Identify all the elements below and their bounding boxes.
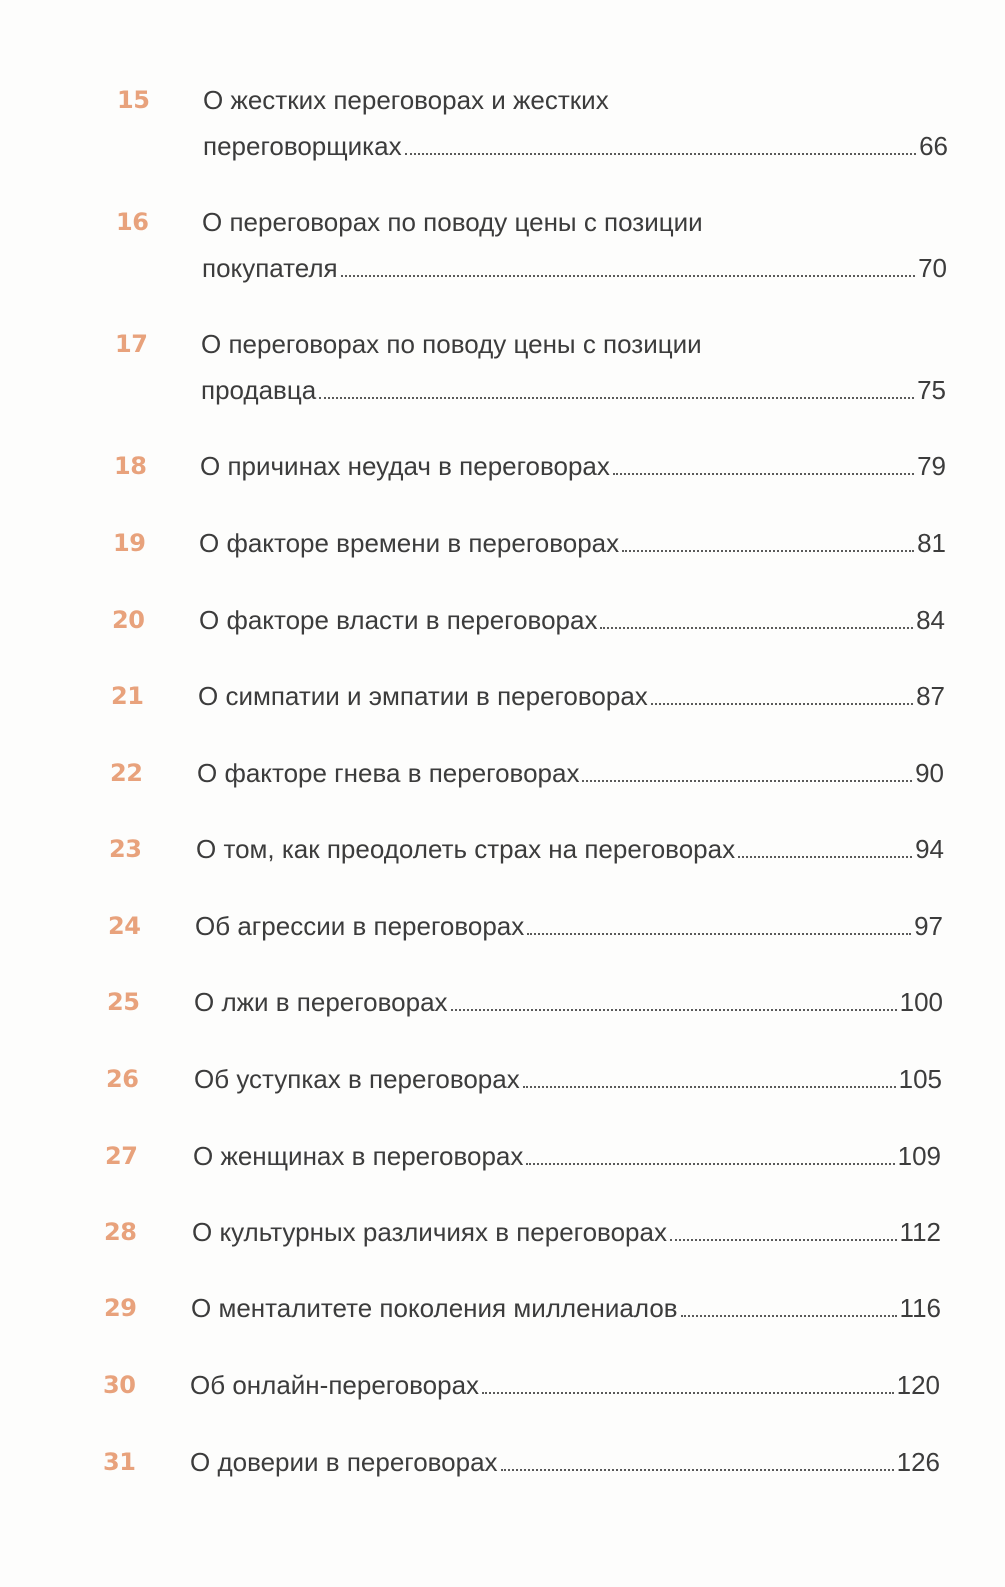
- chapter-title-line-1: [201, 328, 946, 360]
- dot-leader: [482, 1391, 894, 1394]
- chapter-number: 26: [106, 1065, 139, 1093]
- chapter-title: О переговорах по поводу цены с позиции: [201, 329, 702, 359]
- chapter-title: Об онлайн-переговорах: [190, 1370, 480, 1400]
- chapter-title: О жестких переговорах и жестких: [203, 85, 609, 115]
- page-number: 105: [898, 1064, 942, 1094]
- chapter-title: О переговорах по поводу цены с позиции: [202, 207, 703, 237]
- dot-leader: [341, 274, 915, 277]
- chapter-title-line-1: [203, 84, 948, 116]
- chapter-title-line: [192, 1216, 941, 1248]
- page-number: 81: [917, 528, 946, 558]
- page-number: 75: [917, 375, 946, 405]
- chapter-title-continued: покупателя: [202, 253, 338, 283]
- dot-leader: [582, 779, 912, 782]
- page-number: 66: [919, 131, 948, 161]
- chapter-title-continued: продавца: [201, 375, 317, 405]
- chapter-title-line: [191, 1292, 941, 1324]
- page-number: 97: [914, 911, 943, 941]
- chapter-number: 23: [109, 835, 142, 863]
- chapter-number: 31: [103, 1448, 136, 1476]
- chapter-title: Об уступках в переговорах: [194, 1064, 520, 1094]
- chapter-title-line: [194, 1063, 942, 1095]
- chapter-number: 20: [112, 606, 145, 634]
- page-number: 79: [917, 451, 946, 481]
- page-number: 100: [899, 987, 943, 1017]
- dot-leader: [527, 932, 911, 935]
- page-number: 116: [899, 1293, 941, 1323]
- chapter-title-line-2: [201, 374, 946, 406]
- chapter-title-line-1: [202, 206, 947, 238]
- chapter-title: О женщинах в переговорах: [193, 1141, 524, 1171]
- chapter-title-line: [198, 680, 945, 712]
- chapter-number: 30: [103, 1371, 136, 1399]
- chapter-title-line: [193, 1140, 941, 1172]
- dot-leader: [523, 1085, 896, 1088]
- dot-leader: [670, 1238, 897, 1241]
- chapter-title: О причинах неудач в переговорах: [200, 451, 610, 481]
- chapter-number: 19: [113, 529, 146, 557]
- chapter-title: О культурных различиях в переговорах: [192, 1217, 667, 1247]
- chapter-title: О том, как преодолеть страх на переговорах: [196, 834, 736, 864]
- chapter-number: 16: [116, 208, 149, 236]
- chapter-number: 15: [117, 86, 150, 114]
- dot-leader: [501, 1468, 894, 1471]
- chapter-number: 27: [105, 1142, 138, 1170]
- chapter-title-line: [199, 604, 945, 636]
- dot-leader: [526, 1162, 894, 1165]
- chapter-title: О менталитете поколения миллениалов: [191, 1293, 678, 1323]
- page-number: 94: [915, 834, 944, 864]
- chapter-title: О факторе власти в переговорах: [199, 605, 598, 635]
- chapter-title-continued: переговорщиках: [203, 131, 402, 161]
- page-number: 84: [916, 605, 945, 635]
- chapter-title-line: [190, 1446, 940, 1478]
- page-number: 90: [915, 758, 944, 788]
- chapter-title-line: [196, 833, 944, 865]
- chapter-title: О симпатии и эмпатии в переговорах: [198, 681, 648, 711]
- dot-leader: [738, 855, 912, 858]
- chapter-title: Об агрессии в переговорах: [195, 911, 525, 941]
- dot-leader: [681, 1314, 897, 1317]
- chapter-title-line: [195, 910, 943, 942]
- chapter-number: 29: [104, 1294, 137, 1322]
- chapter-title-line: [197, 757, 944, 789]
- dot-leader: [451, 1008, 897, 1011]
- dot-leader: [319, 396, 914, 399]
- chapter-number: 18: [114, 452, 147, 480]
- chapter-title: О лжи в переговорах: [194, 987, 448, 1017]
- chapter-title-line-2: [203, 130, 948, 162]
- chapter-title-line: [200, 450, 946, 482]
- chapter-title-line-2: [202, 252, 947, 284]
- dot-leader: [613, 472, 914, 475]
- chapter-title: О факторе времени в переговорах: [199, 528, 620, 558]
- chapter-title: О доверии в переговорах: [190, 1447, 498, 1477]
- page-number: 120: [896, 1370, 940, 1400]
- page-number: 126: [896, 1447, 940, 1477]
- chapter-title-line: [194, 986, 943, 1018]
- chapter-number: 17: [115, 330, 148, 358]
- chapter-number: 24: [108, 912, 141, 940]
- chapter-number: 21: [111, 682, 144, 710]
- dot-leader: [651, 702, 913, 705]
- dot-leader: [622, 549, 914, 552]
- dot-leader: [405, 152, 916, 155]
- page-number: 109: [897, 1141, 941, 1171]
- page-number: 70: [918, 253, 947, 283]
- chapter-title-line: [199, 527, 946, 559]
- page-number: 87: [916, 681, 945, 711]
- dot-leader: [600, 626, 913, 629]
- chapter-number: 25: [107, 988, 140, 1016]
- chapter-title: О факторе гнева в переговорах: [197, 758, 580, 788]
- chapter-number: 22: [110, 759, 143, 787]
- page-number: 112: [899, 1217, 941, 1247]
- chapter-title-line: [190, 1369, 940, 1401]
- chapter-number: 28: [104, 1218, 137, 1246]
